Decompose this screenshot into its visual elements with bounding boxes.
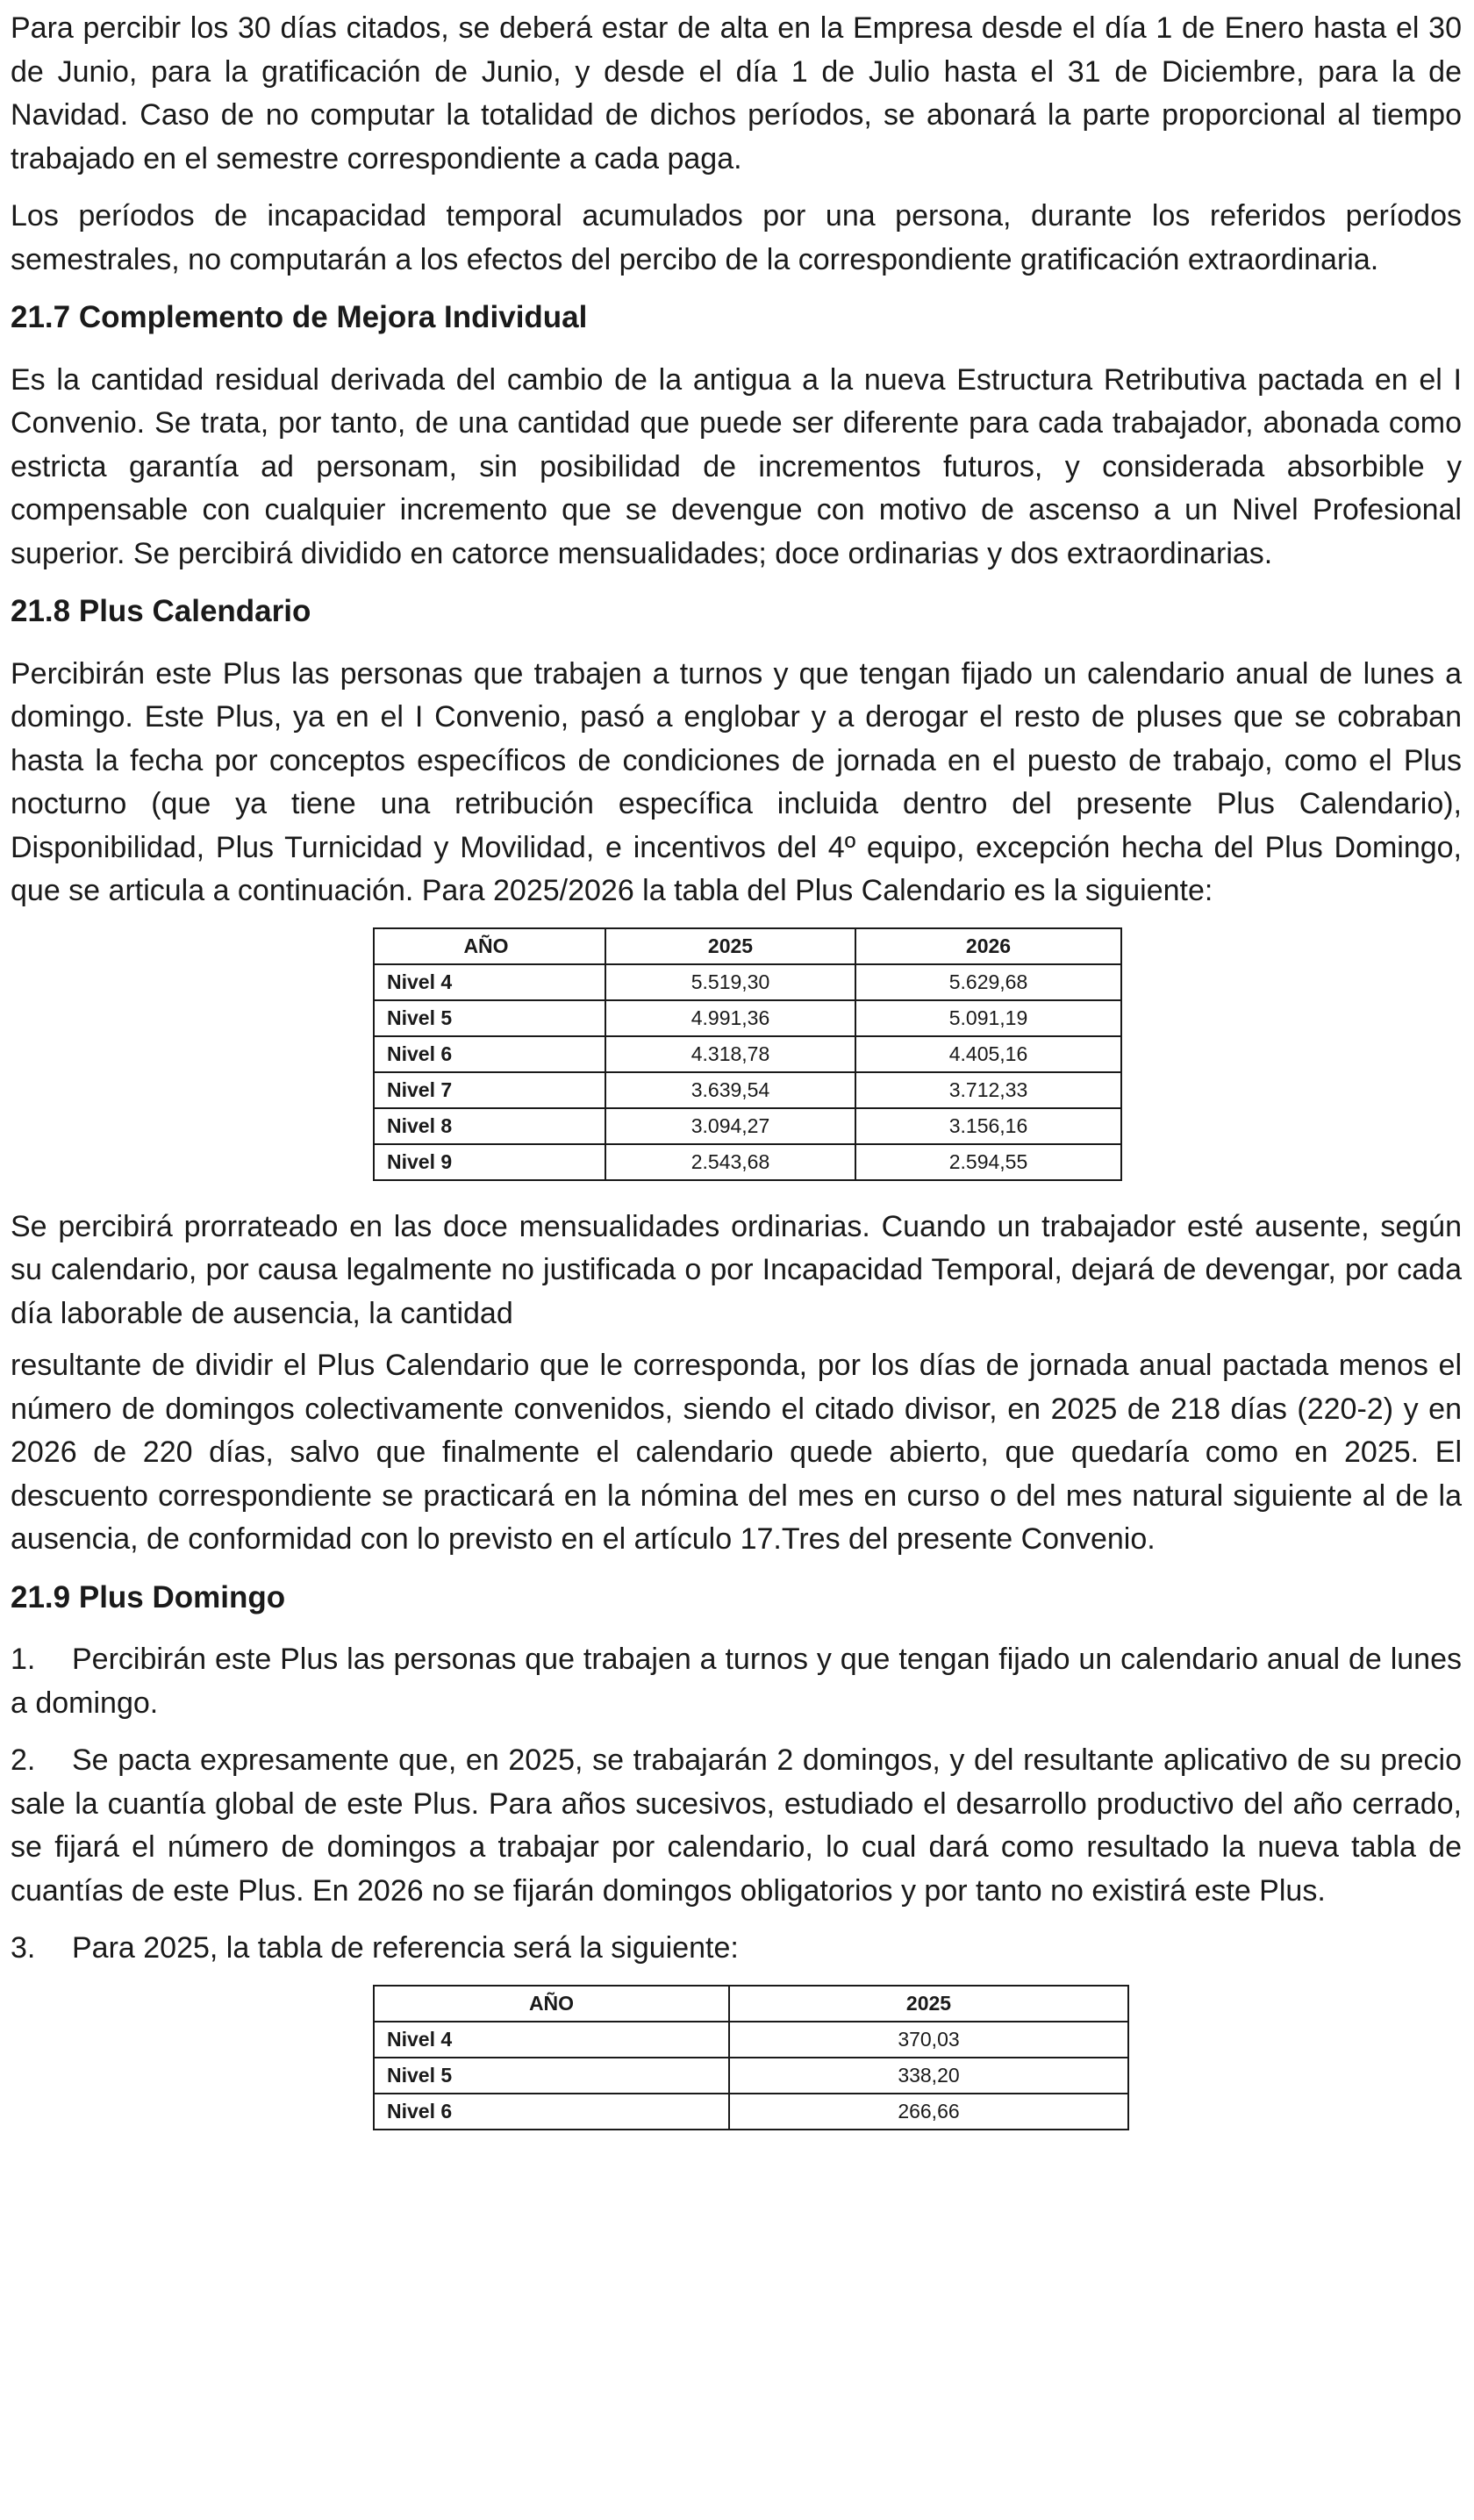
paragraph-gratificacion-periodos: Para percibir los 30 días citados, se deberá estar de alta en la Empresa desde el día 1 de Enero hasta el 30 de Junio, para la gratificación de Junio, y desde el día 1 de Julio hasta el 31 de Diciembre, para la de Navidad. Caso de no computar la totalidad de dichos períodos, se abonará la parte proporcional al tiempo trabajado en el semestre correspondiente a cada paga.	[11, 11, 1462, 175]
table-cell: 5.519,30	[605, 964, 855, 1000]
table-row-label: Nivel 4	[374, 964, 605, 1000]
table-cell: 4.318,78	[605, 1036, 855, 1072]
table-header-cell: 2026	[855, 928, 1121, 964]
table-cell: 3.639,54	[605, 1072, 855, 1108]
list-item	[11, 1739, 1462, 1913]
heading-21-9: 21.9 Plus Domingo	[11, 1579, 286, 1614]
table-row-label: Nivel 8	[374, 1108, 605, 1144]
table-cell: 3.156,16	[855, 1108, 1121, 1144]
list-item-text: Se pacta expresamente que, en 2025, se trabajarán 2 domingos, y del resultante aplicativo de su precio sale la cuantía global de este Plus. Para años sucesivos, estudiado el desarrollo productivo del año cerrado, se fijará el número de domingos a trabajar por calendario, lo cual dará como resultado la nueva tabla de cuantías de este Plus. En 2026 no se fijarán domingos obligatorios y por tanto no existirá este Plus.	[11, 1743, 1462, 1908]
table-cell: 5.629,68	[855, 964, 1121, 1000]
document-page	[11, 7, 1462, 2155]
list-item	[11, 1927, 1462, 1971]
paragraph-plus-calendario-intro: Percibirán este Plus las personas que trabajen a turnos y que tengan fijado un calendario anual de lunes a domingo. Este Plus, ya en el I Convenio, pasó a englobar y a derogar el resto de pluses que se cobraban hasta la fecha por conceptos específicos de condiciones de jornada en el puesto de trabajo, como el Plus nocturno (que ya tiene una retribución específica incluida dentro del presente Plus Calendario), Disponibilidad, Plus Turnicidad y Movilidad, e incentivos del 4º equipo, excepción hecha del Plus Domingo, que se articula a continuación. Para 2025/2026 la tabla del Plus Calendario es la siguiente:	[11, 656, 1462, 907]
table-row-label: Nivel 6	[374, 2094, 729, 2130]
table-cell: 338,20	[729, 2058, 1128, 2094]
table-row	[374, 1072, 1121, 1108]
table-header-row	[374, 928, 1121, 964]
table-row	[374, 1036, 1121, 1072]
table-header-row	[374, 1986, 1128, 2022]
table-row	[374, 2022, 1128, 2058]
table-cell: 3.712,33	[855, 1072, 1121, 1108]
table-cell: 3.094,27	[605, 1108, 855, 1144]
table-row	[374, 1108, 1121, 1144]
plus-domingo-table	[373, 1985, 1129, 2130]
list-item	[11, 1638, 1462, 1725]
table-row	[374, 964, 1121, 1000]
list-item-number: 3.	[11, 1931, 36, 1965]
heading-21-7: 21.7 Complemento de Mejora Individual	[11, 300, 588, 334]
table-cell: 370,03	[729, 2022, 1128, 2058]
list-item-text: Percibirán este Plus las personas que trabajen a turnos y que tengan fijado un calendario anual de lunes a domingo.	[11, 1643, 1462, 1720]
plus-calendario-table	[373, 927, 1122, 1181]
paragraph-prorrateo: Se percibirá prorrateado en las doce mensualidades ordinarias. Cuando un trabajador esté ausente, según su calendario, por causa legalmente no justificada o por Incapacidad Temporal, dejará de devengar, por cada día laborable de ausencia, la cantidad	[11, 1209, 1462, 1330]
paragraph-incapacidad-temporal: Los períodos de incapacidad temporal acumulados por una persona, durante los referidos períodos semestrales, no computarán a los efectos del percibo de la correspondiente gratificación extraordinaria.	[11, 199, 1462, 276]
paragraph-descuento: resultante de dividir el Plus Calendario que le corresponda, por los días de jornada anual pactada menos el número de domingos colectivamente convenidos, siendo el citado divisor, en 2025 de 218 días (220-2) y en 2026 de 220 días, salvo que finalmente el calendario quede abierto, que quedaría como en 2025. El descuento correspondiente se practicará en la nómina del mes en curso o del mes natural siguiente al de la ausencia, de conformidad con lo previsto en el artículo 17.Tres del presente Convenio.	[11, 1349, 1462, 1556]
list-item-number: 1.	[11, 1643, 36, 1676]
table-header-cell: 2025	[605, 928, 855, 964]
table-row	[374, 2058, 1128, 2094]
table-row-label: Nivel 4	[374, 2022, 729, 2058]
table-row-label: Nivel 6	[374, 1036, 605, 1072]
table-row-label: Nivel 5	[374, 2058, 729, 2094]
paragraph-mejora-individual: Es la cantidad residual derivada del cambio de la antigua a la nueva Estructura Retributiva pactada en el I Convenio. Se trata, por tanto, de una cantidad que puede ser diferente para cada trabajador, abonada como estricta garantía ad personam, sin posibilidad de incrementos futuros, y considerada absorbible y compensable con cualquier incremento que se devengue con motivo de ascenso a un Nivel Profesional superior. Se percibirá dividido en catorce mensualidades; doce ordinarias y dos extraordinarias.	[11, 362, 1462, 570]
heading-21-8: 21.8 Plus Calendario	[11, 594, 311, 628]
table-row	[374, 1144, 1121, 1180]
table-row	[374, 1000, 1121, 1036]
table-header-cell: 2025	[729, 1986, 1128, 2022]
table-cell: 4.991,36	[605, 1000, 855, 1036]
table-row	[374, 2094, 1128, 2130]
table-row-label: Nivel 7	[374, 1072, 605, 1108]
table-row-label: Nivel 5	[374, 1000, 605, 1036]
table-row-label: Nivel 9	[374, 1144, 605, 1180]
table-header-cell: AÑO	[374, 1986, 729, 2022]
table-header-cell: AÑO	[374, 928, 605, 964]
list-item-text: Para 2025, la tabla de referencia será la siguiente:	[72, 1931, 739, 1965]
list-item-number: 2.	[11, 1743, 36, 1777]
table-cell: 2.543,68	[605, 1144, 855, 1180]
table-cell: 266,66	[729, 2094, 1128, 2130]
table-cell: 5.091,19	[855, 1000, 1121, 1036]
table-cell: 4.405,16	[855, 1036, 1121, 1072]
table-cell: 2.594,55	[855, 1144, 1121, 1180]
